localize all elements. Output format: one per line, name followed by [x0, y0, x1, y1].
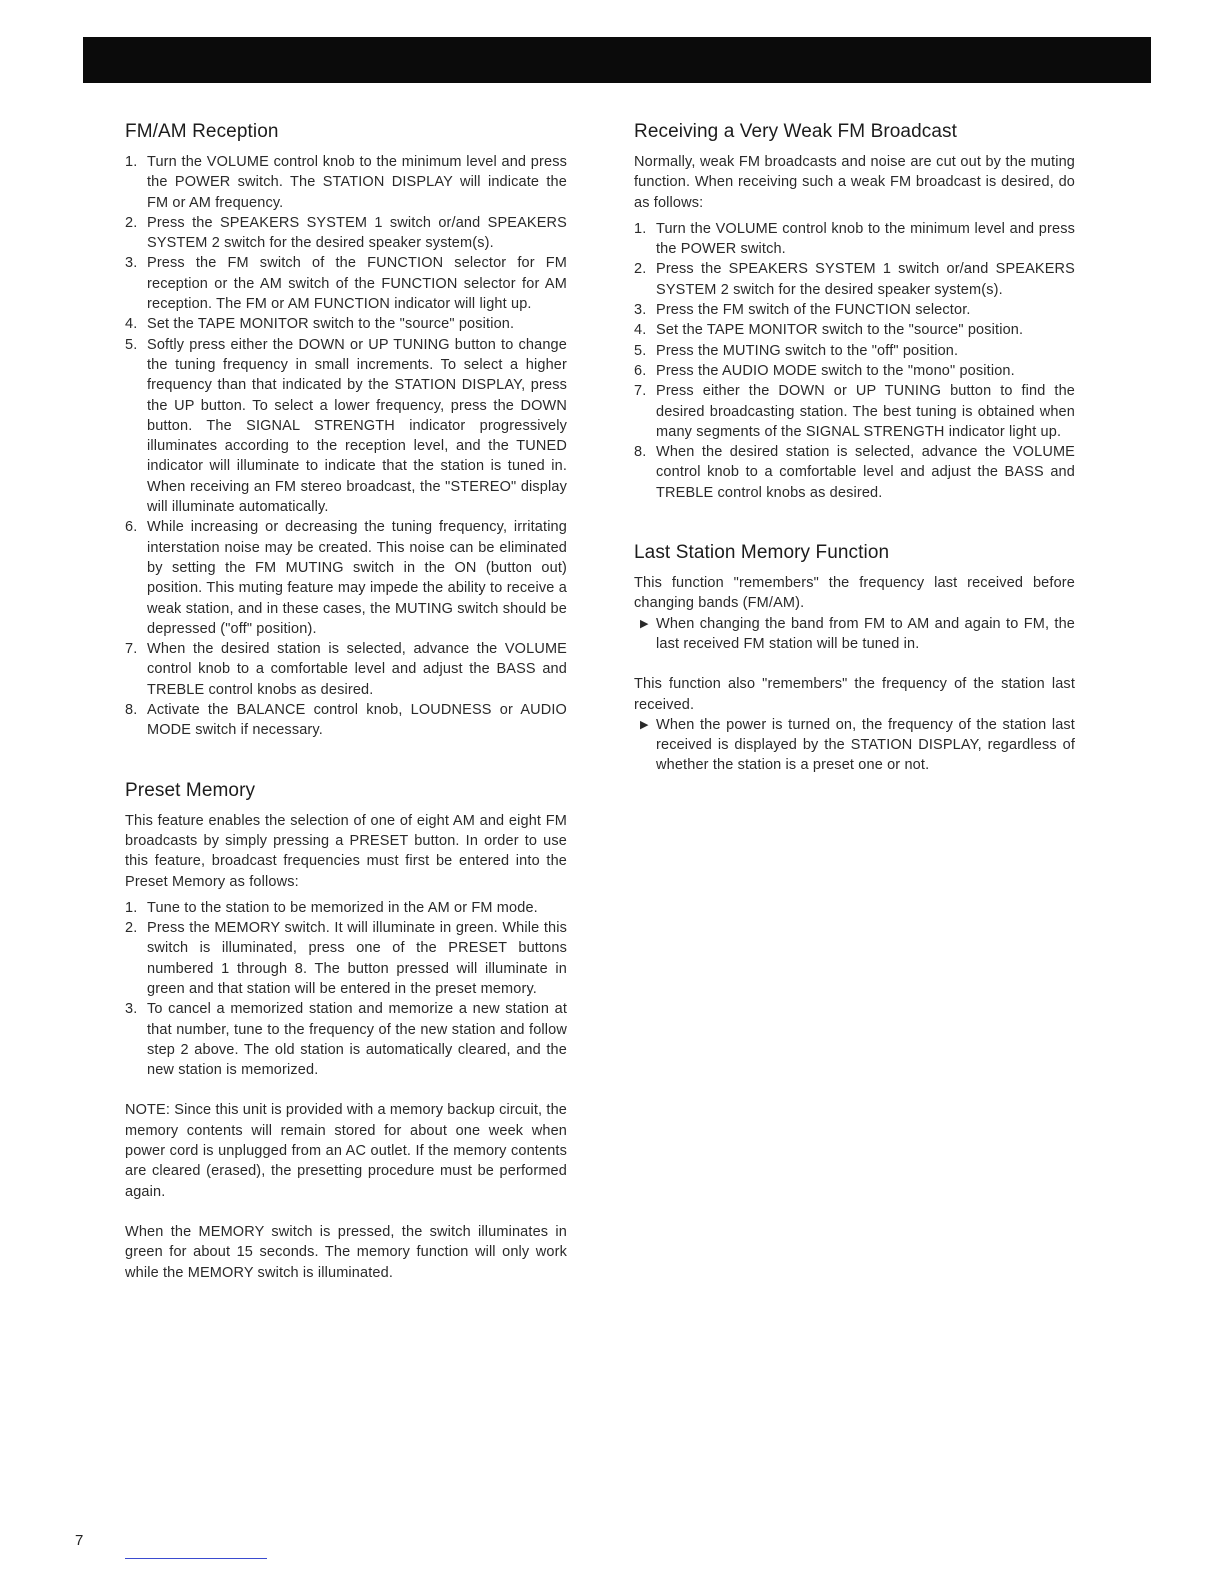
section-title: FM/AM Reception [125, 121, 279, 142]
step-item [634, 219, 1075, 260]
step-item [125, 517, 567, 639]
step-text: Press the MEMORY switch. It will illuminate in green. While this switch is illuminated, press one of the PRESET buttons numbered 1 through 8. The button pressed will illuminate in green and that station will be entered in the preset memory. [147, 920, 567, 997]
step-number: 8. [125, 702, 138, 719]
step-text: When the desired station is selected, advance the VOLUME control knob to a comfortable level and adjust the BASS and TREBLE control knobs as desired. [147, 641, 567, 698]
step-number: 2. [634, 261, 647, 278]
preset-closing: When the MEMORY switch is pressed, the switch illuminates in green for about 15 seconds. The memory function will only work while the MEMORY switch is illuminated. [125, 1223, 567, 1281]
step-item [634, 341, 1075, 361]
step-text: Set the TAPE MONITOR switch to the "source" position. [656, 322, 1024, 339]
step-text: Press the MUTING switch to the "off" position. [656, 342, 959, 359]
step-number: 5. [634, 342, 647, 359]
note-text: Since this unit is provided with a memory backup circuit, the memory contents will remain stored for about one week when power cord is unplugged from an AC outlet. If the memory contents are cleared (erased), the presetting procedure must be performed again. [125, 1102, 568, 1200]
weak-fm-intro: Normally, weak FM broadcasts and noise are cut out by the muting function. When receiving such a weak FM broadcast is desired, do as follows: [634, 154, 1075, 211]
step-text: Press the AUDIO MODE switch to the "mono" position. [656, 362, 1015, 379]
preset-steps-list [125, 898, 567, 1081]
step-text: Turn the VOLUME control knob to the minimum level and press the POWER switch. The STATION DISPLAY will indicate the FM or AM frequency. [147, 154, 567, 211]
note-label: NOTE: [125, 1102, 171, 1119]
step-number: 4. [125, 316, 138, 333]
step-number: 1. [125, 899, 138, 916]
step-item [634, 381, 1075, 442]
step-item [125, 700, 567, 741]
step-item [125, 999, 567, 1080]
weak-fm-steps-list [634, 219, 1075, 503]
step-item [634, 320, 1075, 340]
fm-am-reception-section [125, 120, 567, 741]
left-column [125, 120, 567, 1283]
arrow-right-icon: ▶ [640, 718, 649, 731]
step-item [125, 639, 567, 700]
step-item [125, 213, 567, 254]
bullet-text: When changing the band from FM to AM and again to FM, the last received FM station will be tuned in. [656, 615, 1075, 652]
last-station-bullet-1 [634, 614, 1075, 655]
step-number: 3. [125, 255, 138, 272]
weak-fm-section [634, 120, 1075, 503]
step-item [125, 335, 567, 518]
step-number: 7. [634, 383, 647, 400]
step-text: When the desired station is selected, advance the VOLUME control knob to a comfortable level and adjust the BASS and TREBLE control knobs as desired. [656, 444, 1075, 501]
step-number: 3. [634, 302, 647, 319]
step-number: 3. [125, 1001, 138, 1018]
step-text: Press the FM switch of the FUNCTION selector for FM reception or the AM switch of the FUNCTION selector for AM reception. The FM or AM FUNCTION indicator will light up. [147, 255, 567, 313]
step-number: 4. [634, 322, 647, 339]
preset-intro: This feature enables the selection of one of eight AM and eight FM broadcasts by simply pressing a PRESET button. In order to use this feature, broadcast frequencies must first be entered into the Preset Memory as follows: [125, 812, 567, 890]
last-station-section [634, 541, 1075, 776]
step-number: 1. [634, 220, 647, 237]
step-item [634, 300, 1075, 320]
arrow-right-icon: ▶ [640, 617, 649, 630]
step-text: Press either the DOWN or UP TUNING button to find the desired broadcasting station. The best tuning is obtained when many segments of the SIGNAL STRENGTH indicator light up. [656, 383, 1075, 440]
step-text: Press the FM switch of the FUNCTION selector. [656, 302, 971, 319]
last-station-intro-2: This function also "remembers" the frequency of the station last received. [634, 676, 1075, 713]
step-text: Activate the BALANCE control knob, LOUDNESS or AUDIO MODE switch if necessary. [147, 702, 567, 739]
step-text: Press the SPEAKERS SYSTEM 1 switch or/and SPEAKERS SYSTEM 2 switch for the desired speaker system(s). [656, 261, 1075, 298]
step-text: Press the SPEAKERS SYSTEM 1 switch or/and SPEAKERS SYSTEM 2 switch for the desired speaker system(s). [147, 214, 567, 252]
page-number: 7 [75, 1532, 84, 1549]
fm-am-steps-list [125, 152, 567, 741]
step-number: 5. [125, 336, 138, 353]
step-number: 6. [634, 362, 647, 379]
bullet-text: When the power is turned on, the frequency of the station last received is displayed by the STATION DISPLAY, regardless of whether the station is a preset one or not. [656, 716, 1075, 774]
right-column [634, 120, 1075, 776]
step-item [634, 442, 1075, 503]
footer-rule [125, 1558, 267, 1559]
section-title: Preset Memory [125, 779, 256, 801]
step-item [125, 314, 567, 334]
step-text: Tune to the station to be memorized in the AM or FM mode. [147, 899, 538, 916]
header-bar [83, 37, 1151, 83]
step-text: Softly press either the DOWN or UP TUNING button to change the tuning frequency in small increments. To select a higher frequency than that indicated by the STATION DISPLAY, press the UP button. To select a lower frequency, press the DOWN button. The SIGNAL STRENGTH indicator progressively illuminates according to the reception level, and the TUNED indicator will illuminate to indicate that the station is tuned in. When receiving an FM stereo broadcast, the "STEREO" display will illuminate automatically. [147, 336, 567, 516]
section-title: Last Station Memory Function [634, 542, 890, 564]
last-station-bullet-2 [634, 715, 1075, 776]
step-number: 2. [125, 214, 138, 231]
step-item [634, 259, 1075, 300]
step-number: 1. [125, 154, 138, 170]
step-item [125, 253, 567, 314]
step-item [125, 918, 567, 999]
section-title: Receiving a Very Weak FM Broadcast [634, 121, 958, 142]
step-text: While increasing or decreasing the tuning frequency, irritating interstation noise may be created. This noise can be eliminated by setting the FM MUTING switch in the ON (button out) position. This muting feature may impede the ability to receive a weak station, and in these cases, the MUTING switch should be depressed ("off" position). [147, 519, 567, 637]
step-number: 2. [125, 920, 138, 937]
step-item [125, 152, 567, 213]
step-text: Turn the VOLUME control knob to the minimum level and press the POWER switch. [656, 220, 1075, 258]
step-number: 6. [125, 519, 138, 536]
step-item [634, 361, 1075, 381]
step-number: 8. [634, 444, 647, 461]
preset-memory-section [125, 779, 567, 1283]
preset-note [125, 1100, 567, 1201]
step-text: To cancel a memorized station and memorize a new station at that number, tune to the frequency of the new station and follow step 2 above. The old station is automatically cleared, and the new station is memorized. [147, 1001, 567, 1079]
step-item [125, 898, 567, 918]
step-text: Set the TAPE MONITOR switch to the "source" position. [147, 316, 515, 333]
step-number: 7. [125, 641, 138, 658]
last-station-intro-1: This function "remembers" the frequency last received before changing bands (FM/AM). [634, 575, 1075, 612]
